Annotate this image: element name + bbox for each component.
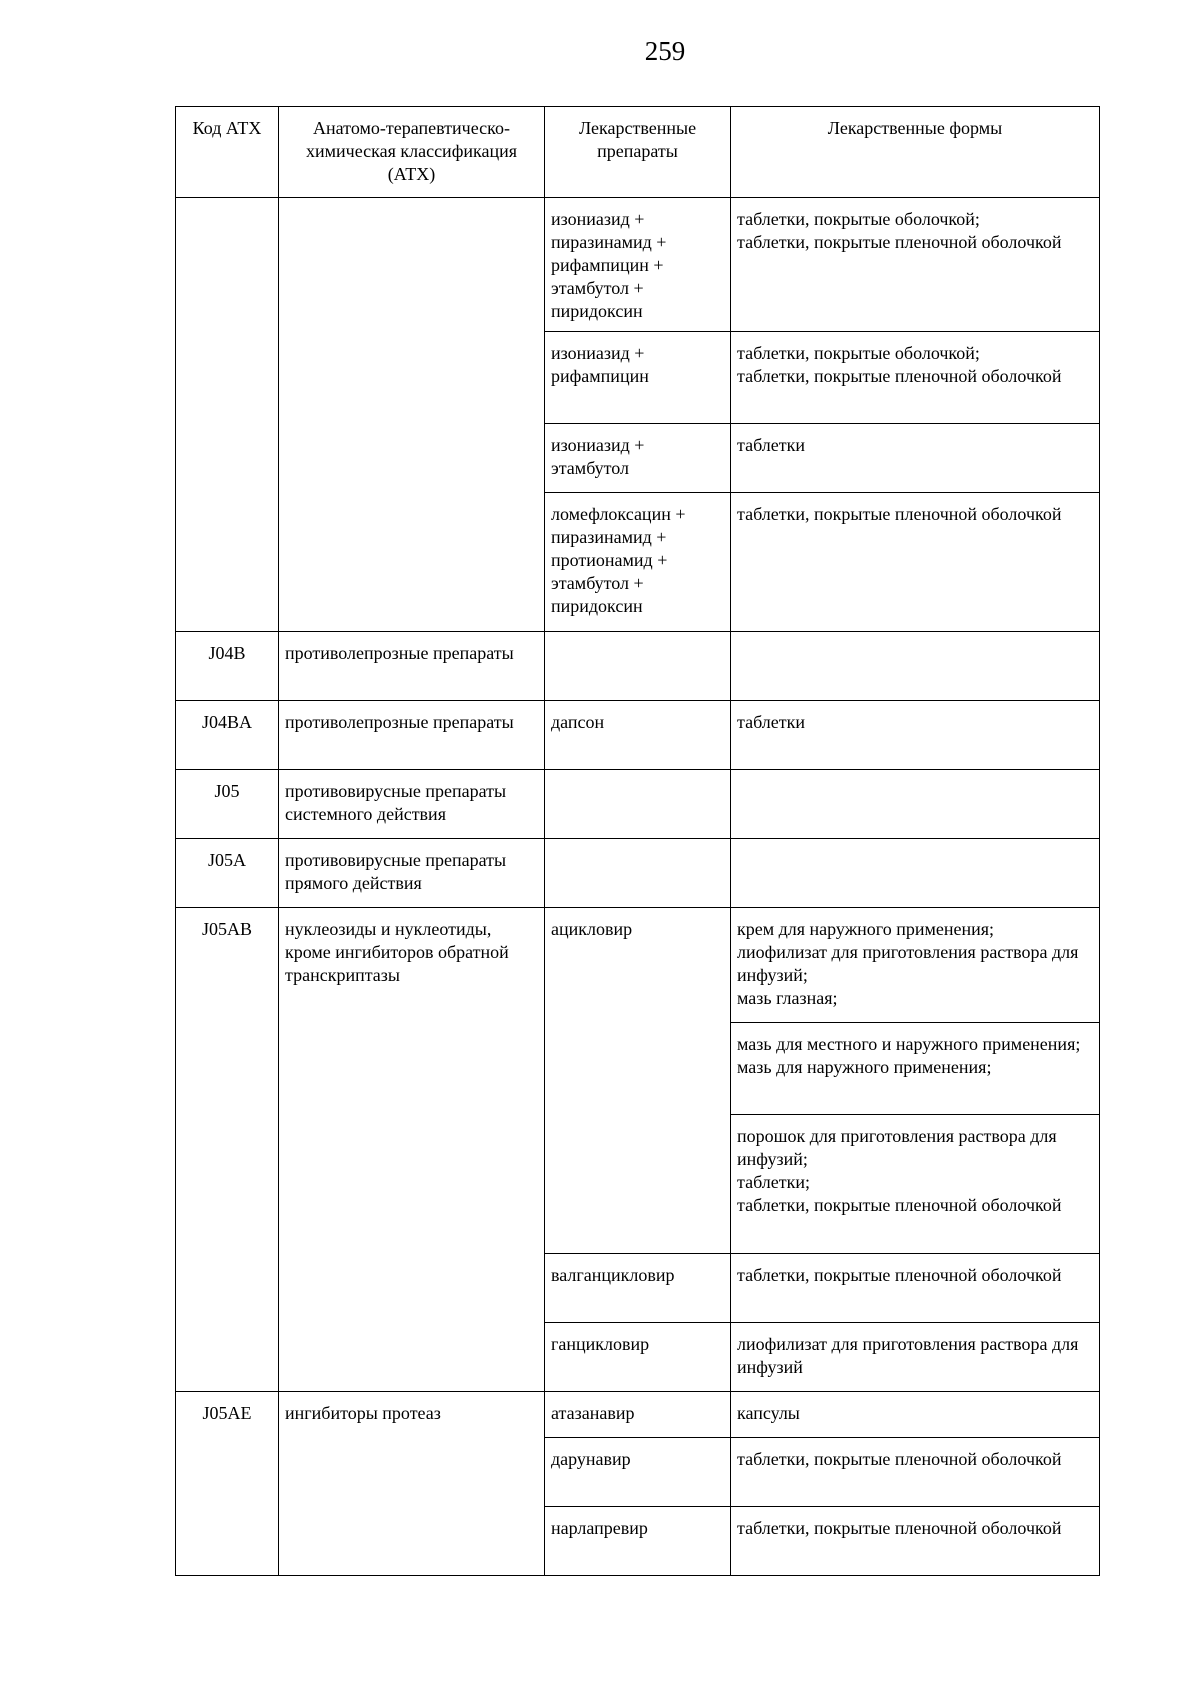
cell-forms xyxy=(731,770,1100,839)
cell-forms: порошок для приготовления раствора для инфузий; таблетки; таблетки, покрытые пленочной оболочкой xyxy=(731,1115,1100,1254)
cell-drug: ацикловир xyxy=(545,908,731,1254)
cell-drug: нарлапревир xyxy=(545,1507,731,1576)
cell-drug: изониазид + рифампицин xyxy=(545,332,731,424)
page-number: 259 xyxy=(644,36,686,66)
cell-drug: дапсон xyxy=(545,701,731,770)
table-header-row xyxy=(176,107,1100,198)
table-row xyxy=(176,839,1100,908)
cell-forms: таблетки xyxy=(731,701,1100,770)
cell-drug: дарунавир xyxy=(545,1438,731,1507)
table-row xyxy=(176,632,1100,701)
cell-class: противолепрозные препараты xyxy=(279,701,545,770)
cell-code xyxy=(176,198,279,632)
cell-drug: ломефлоксацин + пиразинамид + протионамид + этамбутол + пиридоксин xyxy=(545,493,731,632)
cell-forms: таблетки, покрытые пленочной оболочкой xyxy=(731,1254,1100,1323)
cell-drug xyxy=(545,770,731,839)
cell-drug: валганцикловир xyxy=(545,1254,731,1323)
header-atc-code: Код АТХ xyxy=(176,107,279,198)
cell-code: J05A xyxy=(176,839,279,908)
cell-forms: таблетки, покрытые оболочкой; таблетки, покрытые пленочной оболочкой xyxy=(731,198,1100,332)
cell-code: J04BA xyxy=(176,701,279,770)
table-row xyxy=(176,770,1100,839)
cell-forms xyxy=(731,839,1100,908)
drug-table xyxy=(175,106,1100,1576)
cell-drug: изониазид + пиразинамид + рифампицин + этамбутол + пиридоксин xyxy=(545,198,731,332)
cell-class: противовирусные препараты прямого действия xyxy=(279,839,545,908)
cell-class: противовирусные препараты системного действия xyxy=(279,770,545,839)
cell-drug xyxy=(545,839,731,908)
cell-forms: крем для наружного применения; лиофилизат для приготовления раствора для инфузий; мазь глазная; xyxy=(731,908,1100,1023)
cell-code: J04B xyxy=(176,632,279,701)
cell-forms: лиофилизат для приготовления раствора для инфузий xyxy=(731,1323,1100,1392)
table-row xyxy=(176,701,1100,770)
table-row xyxy=(176,908,1100,1023)
cell-drug xyxy=(545,632,731,701)
table-row xyxy=(176,198,1100,332)
cell-code: J05 xyxy=(176,770,279,839)
cell-class: противолепрозные препараты xyxy=(279,632,545,701)
header-dosage-forms: Лекарственные формы xyxy=(731,107,1100,198)
cell-forms: капсулы xyxy=(731,1392,1100,1438)
cell-class: ингибиторы протеаз xyxy=(279,1392,545,1576)
cell-code: J05AE xyxy=(176,1392,279,1576)
table-row xyxy=(176,1392,1100,1438)
cell-class xyxy=(279,198,545,632)
cell-drug: изониазид + этамбутол xyxy=(545,424,731,493)
cell-class: нуклеозиды и нуклеотиды, кроме ингибиторов обратной транскриптазы xyxy=(279,908,545,1392)
cell-code: J05AB xyxy=(176,908,279,1392)
cell-forms: таблетки, покрытые пленочной оболочкой xyxy=(731,1507,1100,1576)
header-atc-classification: Анатомо-терапевтическо-химическая классификация (АТХ) xyxy=(279,107,545,198)
cell-drug: ганцикловир xyxy=(545,1323,731,1392)
cell-forms: таблетки xyxy=(731,424,1100,493)
cell-drug: атазанавир xyxy=(545,1392,731,1438)
cell-forms xyxy=(731,632,1100,701)
cell-forms: таблетки, покрытые оболочкой; таблетки, покрытые пленочной оболочкой xyxy=(731,332,1100,424)
cell-forms: таблетки, покрытые пленочной оболочкой xyxy=(731,1438,1100,1507)
header-drugs: Лекарственные препараты xyxy=(545,107,731,198)
cell-forms: таблетки, покрытые пленочной оболочкой xyxy=(731,493,1100,632)
cell-forms: мазь для местного и наружного применения; мазь для наружного применения; xyxy=(731,1023,1100,1115)
